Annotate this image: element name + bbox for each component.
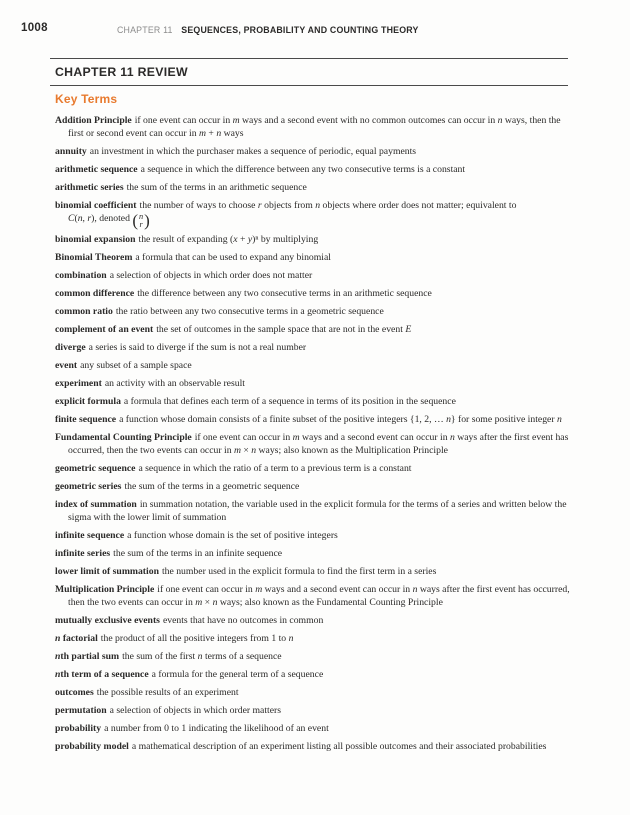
term-definition: a sequence in which the difference between any two consecutive terms is a constant	[140, 164, 466, 175]
page-number: 1008	[21, 22, 48, 34]
key-term-entry	[55, 359, 571, 372]
term-name: geometric sequence	[55, 463, 136, 474]
term-name: outcomes	[55, 687, 94, 698]
key-term-entry	[55, 704, 571, 717]
running-head-chapter-label: CHAPTER 11	[117, 25, 173, 35]
term-definition: the sum of the terms in a geometric sequence	[124, 481, 300, 492]
term-name: lower limit of summation	[55, 566, 159, 577]
key-term-entry	[55, 269, 571, 282]
term-definition: the sum of the terms in an arithmetic sequence	[126, 182, 307, 193]
term-name: infinite sequence	[55, 530, 125, 541]
term-definition: a function whose domain consists of a finite subset of the positive integers {1, 2, … n} for some positive integer n	[119, 414, 562, 425]
term-definition: if one event can occur in m ways and a second event with no common outcomes can occur in n ways, then the first or second event can occur in m + n ways	[68, 115, 561, 139]
key-term-entry	[55, 199, 571, 228]
chapter-review-header	[50, 58, 568, 86]
term-definition: any subset of a sample space	[80, 360, 192, 371]
term-name: index of summation	[55, 499, 137, 510]
term-definition: the product of all the positive integers from 1 to n	[100, 633, 294, 644]
term-name: diverge	[55, 342, 86, 353]
term-name: Fundamental Counting Principle	[55, 432, 192, 443]
key-term-entry	[55, 323, 571, 336]
key-term-entry	[55, 722, 571, 735]
running-head-chapter-title: SEQUENCES, PROBABILITY AND COUNTING THEORY	[181, 25, 419, 35]
term-name: n factorial	[55, 633, 98, 644]
term-definition: an investment in which the purchaser makes a sequence of periodic, equal payments	[89, 146, 417, 157]
term-definition: the sum of the terms in an infinite sequence	[113, 548, 283, 559]
term-name: experiment	[55, 378, 102, 389]
key-term-entry	[55, 377, 571, 390]
term-name: Binomial Theorem	[55, 252, 133, 263]
term-name: probability model	[55, 741, 129, 752]
term-name: event	[55, 360, 78, 371]
term-name: explicit formula	[55, 396, 121, 407]
term-definition: a number from 0 to 1 indicating the likelihood of an event	[104, 723, 329, 734]
term-definition: a mathematical description of an experiment listing all possible outcomes and their associated probabilities	[131, 741, 547, 752]
term-definition: a formula that defines each term of a sequence in terms of its position in the sequence	[123, 396, 456, 407]
term-name: arithmetic series	[55, 182, 124, 193]
term-name: finite sequence	[55, 414, 117, 425]
term-name: nth term of a sequence	[55, 669, 149, 680]
term-definition: a sequence in which the ratio of a term to a previous term is a constant	[138, 463, 412, 474]
term-definition: the difference between any two consecutive terms in an arithmetic sequence	[137, 288, 432, 299]
key-term-entry	[55, 740, 571, 753]
term-definition: events that have no outcomes in common	[162, 615, 324, 626]
term-name: mutually exclusive events	[55, 615, 160, 626]
term-definition: if one event can occur in m ways and a second event can occur in n ways after the first event has occurred, then the two events can occur in m × n ways; also known as the Multiplication Principle	[68, 432, 569, 456]
term-definition: the set of outcomes in the sample space that are not in the event E	[156, 324, 412, 335]
running-head	[117, 25, 419, 35]
key-term-entry	[55, 498, 571, 524]
term-name: common difference	[55, 288, 135, 299]
key-terms-list	[55, 114, 571, 758]
term-name: Multiplication Principle	[55, 584, 155, 595]
key-term-entry	[55, 251, 571, 264]
key-term-entry	[55, 614, 571, 627]
key-term-entry	[55, 583, 571, 609]
term-definition: a function whose domain is the set of positive integers	[127, 530, 338, 541]
key-term-entry	[55, 547, 571, 560]
term-definition: a selection of objects in which order does not matter	[109, 270, 313, 281]
key-term-entry	[55, 686, 571, 699]
term-name: common ratio	[55, 306, 113, 317]
term-definition: the result of expanding (x + y)ⁿ by multiplying	[138, 234, 319, 245]
key-terms-heading: Key Terms	[55, 92, 118, 106]
term-definition: if one event can occur in m ways and a second event can occur in n ways after the first event has occurred, then the two events can occur in m × n ways; also known as the Fundamental Counting Principle	[68, 584, 570, 608]
key-term-entry	[55, 287, 571, 300]
key-term-entry	[55, 163, 571, 176]
key-term-entry	[55, 529, 571, 542]
binomial-coefficient-notation: ( n r )	[132, 211, 150, 230]
key-term-entry	[55, 632, 571, 645]
term-definition: in summation notation, the variable used in the explicit formula for the terms of a series and written below the sigma with the lower limit of summation	[68, 499, 567, 523]
term-definition: the possible results of an experiment	[96, 687, 239, 698]
term-definition: the ratio between any two consecutive terms in a geometric sequence	[115, 306, 384, 317]
key-term-entry	[55, 341, 571, 354]
key-term-entry	[55, 395, 571, 408]
term-name: infinite series	[55, 548, 111, 559]
key-term-entry	[55, 181, 571, 194]
key-term-entry	[55, 480, 571, 493]
key-term-entry	[55, 145, 571, 158]
key-term-entry	[55, 462, 571, 475]
term-definition: the number of ways to choose r objects from n objects where order does not matter; equivalent to C(n, r), denoted ( n r )	[68, 200, 517, 230]
key-term-entry	[55, 668, 571, 681]
term-name: permutation	[55, 705, 107, 716]
key-term-entry	[55, 114, 571, 140]
term-name: annuity	[55, 146, 87, 157]
term-name: nth partial sum	[55, 651, 120, 662]
term-definition: the sum of the first n terms of a sequence	[122, 651, 282, 662]
term-definition: an activity with an observable result	[104, 378, 245, 389]
key-term-entry	[55, 431, 571, 457]
key-term-entry	[55, 305, 571, 318]
term-name: probability	[55, 723, 102, 734]
term-definition: a selection of objects in which order matters	[109, 705, 282, 716]
key-term-entry	[55, 413, 571, 426]
term-definition: a formula that can be used to expand any binomial	[135, 252, 331, 263]
term-name: geometric series	[55, 481, 122, 492]
term-definition: a series is said to diverge if the sum is not a real number	[88, 342, 307, 353]
key-term-entry	[55, 233, 571, 246]
key-term-entry	[55, 650, 571, 663]
term-definition: the number used in the explicit formula to find the first term in a series	[161, 566, 437, 577]
key-term-entry	[55, 565, 571, 578]
chapter-review-title: CHAPTER 11 REVIEW	[55, 64, 188, 79]
term-definition: a formula for the general term of a sequence	[151, 669, 324, 680]
term-name: binomial expansion	[55, 234, 136, 245]
term-name: combination	[55, 270, 107, 281]
term-name: binomial coefficient	[55, 200, 137, 211]
term-name: arithmetic sequence	[55, 164, 138, 175]
term-name: complement of an event	[55, 324, 154, 335]
term-name: Addition Principle	[55, 115, 132, 126]
